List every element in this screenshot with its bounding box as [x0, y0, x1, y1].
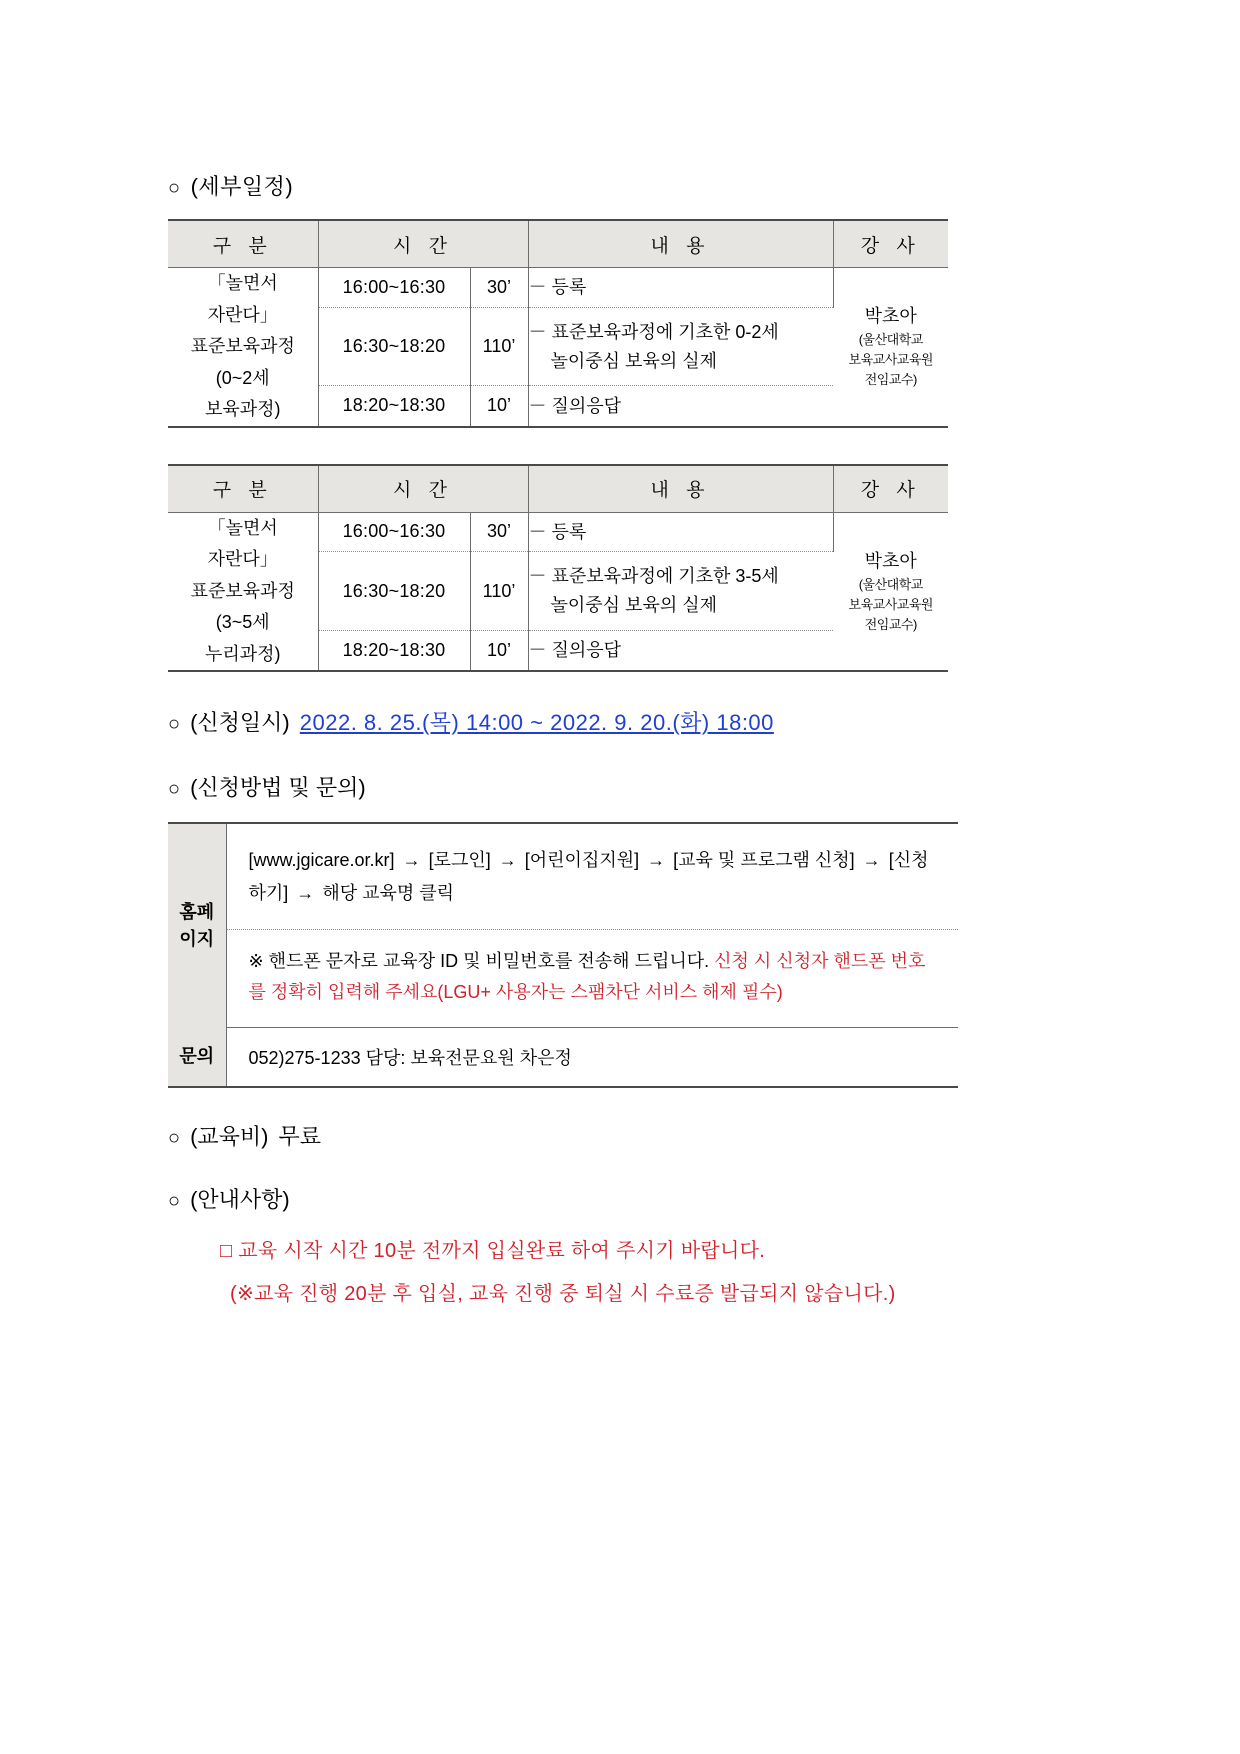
lecturer-affiliation-line: 보육교사교육원	[848, 596, 933, 612]
content-cell	[528, 552, 833, 630]
square-bullet-icon: □	[220, 1239, 233, 1262]
circle-bullet-icon: ○	[168, 1126, 181, 1149]
path-token-daycare-support: [어린이집지원]	[524, 850, 640, 870]
content-line: － 표준보육과정에 기초한 0-2세	[528, 321, 779, 342]
course-title-line: (0~2세	[215, 367, 270, 388]
course-title-line: 「놀면서	[207, 517, 278, 538]
arrow-icon: →	[402, 850, 421, 870]
homepage-note-cell	[226, 929, 958, 1027]
circle-bullet-icon: ○	[168, 778, 181, 800]
note-red-text: 신청 시 신청자 핸드폰 번호를 정확히 입력해 주세요(LGU+ 사용자는 스팸차단 서비스 해제 필수)	[248, 950, 926, 1003]
content-line: － 표준보육과정에 기초한 3-5세	[528, 566, 779, 587]
col-header-lecturer: 강 사	[833, 465, 948, 513]
course-title-line: 누리과정)	[204, 643, 281, 664]
content-cell	[528, 307, 833, 385]
path-token-apply: [신청하기]	[248, 850, 929, 904]
detail-schedule-label: (세부일정)	[190, 174, 294, 199]
course-title-line: 표준보육과정	[190, 580, 295, 601]
notice-line-1	[220, 1234, 1090, 1263]
homepage-label-cell	[168, 823, 226, 1027]
inquiry-value-cell: 052)275-1233 담당: 보육전문요원 차은정	[248, 1047, 572, 1068]
course-title-line: 표준보육과정	[190, 336, 295, 356]
table-header-row	[168, 220, 948, 268]
duration-cell: 30’	[470, 268, 528, 308]
homepage-path-cell	[226, 823, 958, 929]
fee-row	[168, 1120, 1090, 1151]
arrow-icon: →	[498, 850, 517, 870]
contact-table	[168, 822, 958, 1088]
apply-period-value[interactable]: 2022. 8. 25.(목) 14:00 ~ 2022. 9. 20.(화) 18:00	[299, 710, 774, 735]
content-cell: － 등록	[528, 268, 833, 308]
course-title-line: (3~5세	[215, 612, 270, 632]
time-cell: 16:30~18:20	[318, 307, 470, 385]
table-row	[168, 268, 948, 308]
schedule-table-3-5	[168, 464, 948, 673]
notice-label: (안내사항)	[190, 1186, 290, 1212]
content-cell: － 질의응답	[528, 640, 622, 661]
col-header-lecturer: 강 사	[833, 220, 948, 268]
lecturer-affiliation-line: 전임교수)	[864, 372, 917, 388]
arrow-icon: →	[296, 883, 315, 904]
content-line: 놀이중심 보육의 실제	[550, 350, 717, 371]
path-token-login: [로그인]	[428, 850, 491, 870]
course-title-line: 「놀면서	[207, 273, 278, 293]
time-cell: 16:00~16:30	[318, 512, 470, 552]
course-title-line: 자란다」	[207, 304, 278, 325]
lecturer-affiliation-line: 전임교수)	[864, 616, 917, 632]
course-title-line: 보육과정)	[204, 399, 281, 419]
duration-cell: 110’	[470, 307, 528, 385]
homepage-label-line: 이지	[179, 928, 215, 949]
lecturer-cell	[833, 268, 948, 427]
lecturer-name: 박초아	[864, 306, 917, 327]
homepage-label-line: 홈페	[179, 902, 215, 923]
lecturer-affiliation-line: (울산대학교	[858, 332, 923, 348]
note-black-text: ※ 핸드폰 문자로 교육장 ID 및 비밀번호를 전송해 드립니다.	[248, 950, 710, 971]
arrow-icon: →	[647, 850, 666, 870]
col-header-division: 구 분	[168, 465, 318, 513]
col-header-content: 내 용	[528, 465, 833, 513]
path-token-program-apply: [교육 및 프로그램 신청]	[673, 850, 855, 870]
lecturer-cell	[833, 512, 948, 671]
apply-method-row	[168, 771, 1090, 802]
col-header-time: 시 간	[318, 220, 528, 268]
schedule-table-0-2	[168, 219, 948, 428]
apply-period-row	[168, 706, 1090, 737]
duration-cell: 30’	[470, 512, 528, 552]
notice-line-1-text: 교육 시작 시간 10분 전까지 입실완료 하여 주시기 바랍니다.	[238, 1239, 766, 1262]
detail-schedule-heading	[168, 170, 1090, 201]
inquiry-label-cell: 문의	[168, 1027, 226, 1087]
notice-row	[168, 1183, 1090, 1214]
apply-method-label: (신청방법 및 문의)	[190, 775, 366, 800]
table-spacer	[168, 428, 1090, 464]
lecturer-affiliation-line: 보육교사교육원	[848, 352, 933, 368]
arrow-icon: →	[862, 850, 881, 870]
path-token-click-course: 해당 교육명 클릭	[322, 883, 455, 904]
circle-bullet-icon: ○	[168, 713, 181, 735]
table-header-row	[168, 465, 948, 513]
fee-value: 무료	[278, 1123, 322, 1149]
course-title-cell	[168, 512, 318, 671]
col-header-content: 내 용	[528, 220, 833, 268]
col-header-time: 시 간	[318, 465, 528, 513]
circle-bullet-icon: ○	[168, 1189, 181, 1212]
content-line: 놀이중심 보육의 실제	[550, 595, 717, 616]
time-cell: 16:30~18:20	[318, 552, 470, 630]
time-cell: 18:20~18:30	[318, 386, 470, 427]
time-cell: 18:20~18:30	[318, 630, 470, 671]
lecturer-affiliation-line: (울산대학교	[858, 576, 923, 592]
course-title-line: 자란다」	[207, 549, 278, 569]
duration-cell: 110’	[470, 552, 528, 630]
content-cell: － 질의응답	[528, 395, 622, 416]
table-row	[168, 512, 948, 552]
path-token-site[interactable]: [www.jgicare.or.kr]	[248, 850, 395, 870]
col-header-division: 구 분	[168, 220, 318, 268]
content-cell: － 등록	[528, 512, 833, 552]
duration-cell: 10’	[470, 386, 528, 427]
inquiry-row	[168, 1027, 958, 1087]
homepage-path-row	[168, 823, 958, 929]
lecturer-name: 박초아	[864, 550, 917, 571]
notice-line-2: (※교육 진행 20분 후 입실, 교육 진행 중 퇴실 시 수료증 발급되지 않습니다.)	[230, 1282, 896, 1305]
duration-cell: 10’	[470, 630, 528, 671]
fee-label: (교육비)	[190, 1123, 269, 1149]
circle-bullet-icon: ○	[168, 177, 181, 199]
apply-period-label: (신청일시)	[190, 710, 290, 735]
course-title-cell	[168, 268, 318, 427]
homepage-note-row	[168, 929, 958, 1027]
time-cell: 16:00~16:30	[318, 268, 470, 308]
